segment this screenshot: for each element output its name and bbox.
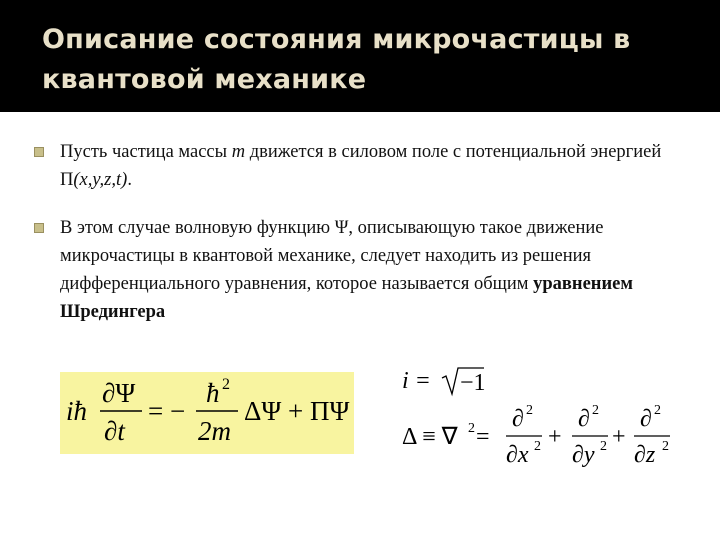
dz-num-sup: 2 — [654, 403, 661, 418]
bullet1-args: (x,y,z,t) — [73, 170, 128, 190]
schrodinger-equation-svg — [60, 372, 354, 454]
title-bar — [0, 0, 720, 112]
dy-num-sup: 2 — [592, 403, 599, 418]
def-sqrt-arg: −1 — [460, 370, 486, 396]
eq-minus: = − — [148, 396, 186, 426]
title-line-2: квантовой механике — [42, 64, 367, 95]
bullet1-text-a: Пусть частица массы — [60, 142, 232, 162]
slide-title — [42, 20, 682, 100]
def-laplacian: Δ ≡ ∇ — [402, 424, 458, 450]
bullet1-mass: m — [231, 142, 246, 162]
def-i: i = — [402, 368, 431, 394]
eq-hbar: ħ — [206, 378, 220, 408]
schrodinger-equation — [60, 372, 354, 454]
bullet2-text: В этом случае волновую функцию Ψ, описывающую такое движение микрочастицы в квантовой механике, следует находить из решения дифференциального уравнения, которое называется общим — [60, 218, 604, 294]
eq-dpsi: ∂Ψ — [102, 378, 136, 408]
title-line-1: Описание состояния микрочастицы в — [42, 24, 631, 55]
eq-delta-psi: ΔΨ + ΠΨ — [244, 396, 350, 426]
eq-hbar-sup: 2 — [222, 376, 230, 393]
plus-2: + — [612, 424, 626, 450]
bullet1-text-b: движется в силовом поле с потенциальной энергией — [245, 142, 662, 162]
dx-den-sup: 2 — [534, 439, 541, 454]
def-eq: = — [476, 424, 490, 450]
bullet2-bold: уравнением Шредингера — [60, 274, 633, 322]
dz-den: ∂z — [634, 442, 656, 468]
eq-2m: 2m — [198, 416, 231, 446]
dx-num: ∂ — [512, 406, 524, 432]
dz-num: ∂ — [640, 406, 652, 432]
bullet-item-2 — [34, 214, 704, 326]
definitions-svg — [390, 366, 710, 476]
dy-den-sup: 2 — [600, 439, 607, 454]
dz-den-sup: 2 — [662, 439, 669, 454]
dy-num: ∂ — [578, 406, 590, 432]
eq-dt: ∂t — [104, 416, 125, 446]
eq-ih: iħ — [66, 396, 88, 426]
bullet-list — [34, 138, 704, 346]
def-nabla-sup: 2 — [468, 421, 475, 436]
definitions — [390, 366, 710, 476]
dx-num-sup: 2 — [526, 403, 533, 418]
bullet-marker-icon — [34, 223, 44, 233]
dx-den: ∂x — [506, 442, 529, 468]
bullet1-potential: П — [60, 170, 74, 190]
bullet-marker-icon — [34, 147, 44, 157]
dy-den: ∂y — [572, 442, 595, 468]
bullet1-end: . — [127, 170, 132, 190]
bullet-item-1 — [34, 138, 704, 194]
plus-1: + — [548, 424, 562, 450]
